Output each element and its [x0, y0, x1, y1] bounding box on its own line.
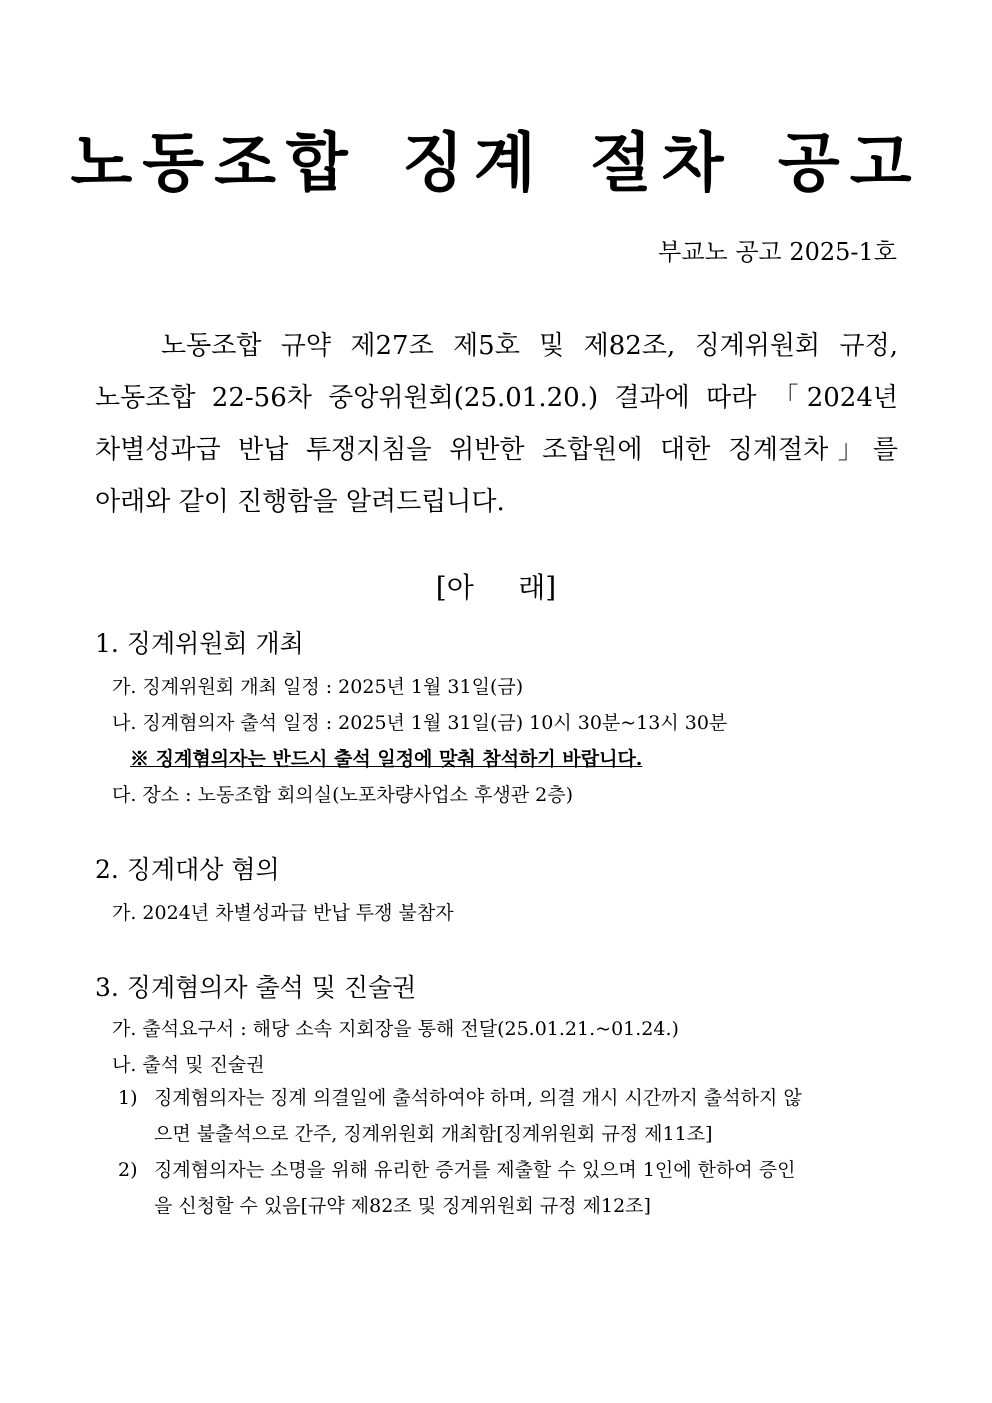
section-1-item-na: 나. 징계혐의자 출석 일정 : 2025년 1월 31일(금) 10시 30분~13시 30분: [112, 712, 728, 734]
section-1-item-da: 다. 장소 : 노동조합 회의실(노포차량사업소 후생관 2층): [112, 784, 574, 806]
section-3-subitem-2: [118, 1152, 898, 1224]
section-2-heading: 2. 징계대상 혐의: [95, 855, 280, 884]
section-2-item-ga: 가. 2024년 차별성과급 반납 투쟁 불참자: [112, 902, 454, 924]
page-title: 노동조합 징계 절차 공고: [70, 126, 922, 201]
subitem-line-continued: 을 신청할 수 있음[규약 제82조 및 징계위원회 규정 제12조]: [154, 1195, 651, 1217]
section-1-heading: 1. 징계위원회 개최: [95, 629, 304, 658]
section-1-item-ga: 가. 징계위원회 개최 일정 : 2025년 1월 31일(금): [112, 676, 524, 698]
ara-label: [아 래]: [435, 571, 557, 604]
subitem-line: 징계혐의자는 소명을 위해 유리한 증거를 제출할 수 있으며 1인에 한하여 증인: [154, 1159, 796, 1181]
subitem-number: 2): [118, 1159, 138, 1181]
section-3-heading: 3. 징계혐의자 출석 및 진술권: [95, 973, 417, 1002]
section-3-item-ga: 가. 출석요구서 : 해당 소속 지회장을 통해 전달(25.01.21.~01.24.): [112, 1018, 679, 1040]
attendance-warning: ※ 징계혐의자는 반드시 출석 일정에 맞춰 참석하기 바랍니다.: [130, 748, 643, 770]
subitem-line-continued: 으면 불출석으로 간주, 징계위원회 개최함[징계위원회 규정 제11조]: [154, 1123, 713, 1145]
intro-paragraph: 노동조합 규약 제27조 제5호 및 제82조, 징계위원회 규정, 노동조합 22-56차 중앙위원회(25.01.20.) 결과에 따라 「2024년 차별성과급 반납 투쟁지침을 위반한 조합원에 대한 징계절차」를 아래와 같이 진행함을 알려드립니다.: [95, 331, 898, 517]
subitem-line: 징계혐의자는 징계 의결일에 출석하여야 하며, 의결 개시 시간까지 출석하지 않: [154, 1087, 802, 1109]
section-3-item-na: 나. 출석 및 진술권: [112, 1054, 265, 1076]
notice-number: 부교노 공고 2025-1호: [658, 238, 897, 266]
section-3-subitem-1: [118, 1080, 898, 1152]
subitem-number: 1): [118, 1087, 138, 1109]
